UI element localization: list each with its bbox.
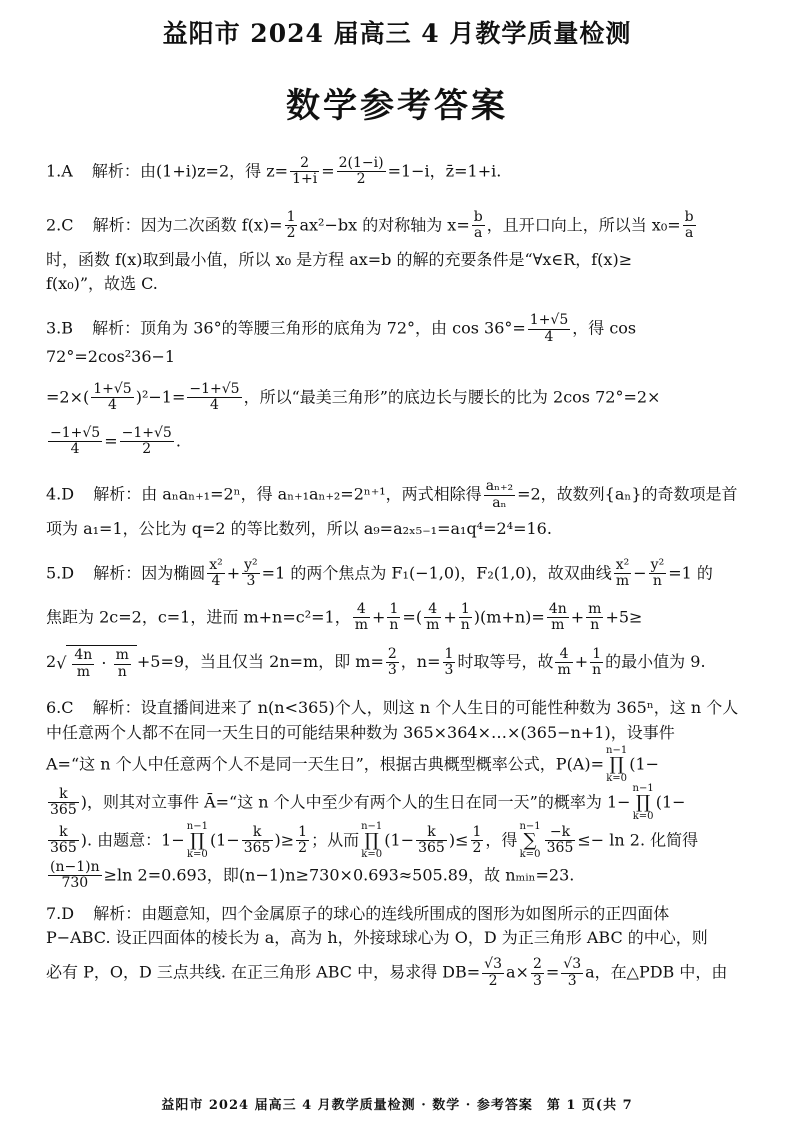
fraction-numerator: 2: [532, 956, 542, 973]
fraction: [48, 426, 102, 458]
text-run: ，得: [485, 830, 518, 850]
fraction-numerator: 4n: [74, 647, 93, 664]
text-run: ). 由题意：1−: [80, 830, 185, 850]
page-footer: 益阳市 2024 届高三 4 月教学质量检测 · 数学 · 参考答案 第 1 页(共 7: [161, 1098, 633, 1113]
fraction: [484, 479, 515, 511]
fraction: [416, 825, 447, 857]
fraction-denominator: n: [590, 617, 600, 634]
text-run: 由 aₙaₙ₊₁=2ⁿ，得 aₙ₊₁aₙ₊₂=2ⁿ⁺¹，两式相除得: [141, 484, 482, 504]
answer-number: 1.A: [46, 161, 73, 181]
fraction-numerator: b: [473, 208, 483, 225]
text-run: .: [175, 430, 181, 450]
fraction: [242, 558, 260, 590]
text-run: )²−1=: [135, 387, 186, 407]
fraction-numerator: 2(1−i): [338, 155, 384, 171]
fraction-denominator: 365: [50, 802, 77, 819]
fraction-numerator: 1: [444, 645, 454, 662]
fraction-denominator: m: [557, 662, 571, 679]
answer-number: 5.D: [46, 563, 75, 583]
fraction-numerator: 1: [298, 823, 308, 840]
analysis-label: 解析：: [93, 903, 142, 923]
text-run: (1−: [629, 754, 660, 774]
answer-line: [46, 552, 754, 596]
fraction-denominator: a: [474, 225, 483, 242]
fraction-denominator: 3: [246, 573, 256, 590]
fraction: [683, 210, 696, 242]
fraction-denominator: m: [426, 617, 440, 634]
fraction-denominator: m: [354, 617, 368, 634]
answer-line: [46, 696, 754, 721]
fraction: [472, 210, 485, 242]
fraction: [296, 825, 309, 857]
operator-lower-limit: k=0: [186, 848, 208, 860]
product-operator: [187, 822, 208, 860]
answer-line: [46, 822, 754, 860]
fraction-denominator: aₙ: [492, 494, 507, 511]
operator-lower-limit: k=0: [632, 810, 654, 822]
operator-symbol: ∏: [635, 791, 651, 813]
fraction-numerator: 1: [459, 602, 472, 618]
answer-number: 7.D: [46, 903, 75, 923]
fraction-numerator: x²: [615, 556, 630, 573]
operator-lower-limit: k=0: [606, 772, 628, 784]
text-run: )≥: [274, 830, 295, 850]
operator-upper-limit: n−1: [606, 744, 628, 756]
answer-line: [46, 746, 754, 784]
answer-item-3: [46, 307, 754, 463]
fraction: [386, 647, 399, 679]
text-run: ，得 cos 72°=2cos²36−1: [46, 318, 637, 366]
fraction-numerator: 1+√5: [93, 380, 132, 397]
answer-line: [46, 204, 754, 248]
answer-line: [46, 420, 754, 464]
fraction: [614, 558, 632, 590]
operator-lower-limit: k=0: [519, 848, 541, 860]
fraction-numerator: −k: [545, 825, 576, 841]
fraction: [471, 825, 484, 857]
product-operator: [361, 822, 382, 860]
fraction-numerator: k: [416, 825, 447, 841]
fraction-denominator: 2: [286, 225, 296, 242]
fraction-numerator: (n−1)n: [50, 858, 100, 875]
fraction-denominator: 4: [210, 397, 219, 414]
fraction: [114, 648, 131, 680]
answer-item-1: [46, 150, 754, 194]
fraction-numerator: −1+√5: [189, 380, 240, 397]
answer-line: f(x₀)”，故选 C.: [46, 274, 158, 294]
product-operator: [606, 746, 627, 784]
fraction-numerator: 4: [424, 602, 441, 618]
operator-lower-limit: k=0: [361, 848, 383, 860]
fraction-denominator: 1+i: [292, 171, 318, 188]
answer-line: 中任意两个人都不在同一天生日的可能结果种数为 365×364×…×(365−n+1)，设事件: [46, 723, 675, 743]
fraction-denominator: 3: [567, 972, 577, 989]
operator-symbol: ∏: [364, 829, 379, 851]
text-run: ，n=: [400, 652, 441, 672]
answer-line: 时，函数 f(x)取到最小值，所以 x₀ 是方程 ax=b 的解的充要条件是“∀x∈R，f(x)≥: [46, 249, 633, 269]
fraction-denominator: n: [652, 573, 662, 590]
text-run: 因为二次函数 f(x)=: [140, 215, 283, 235]
text-run: +: [570, 607, 585, 627]
text-run: a×: [506, 962, 529, 982]
fraction: [353, 602, 370, 634]
fraction: [561, 957, 583, 989]
fraction-numerator: √3: [563, 956, 582, 973]
fraction-denominator: n: [117, 663, 127, 680]
answer-item-6: [46, 696, 754, 891]
operator-symbol: ∏: [190, 829, 205, 851]
fraction-denominator: m: [76, 663, 90, 680]
fraction-numerator: 2: [387, 645, 397, 662]
text-run: )≤: [448, 830, 469, 850]
fraction: [242, 825, 273, 857]
answer-line: 项为 a₁=1，公比为 q=2 的等比数列，所以 a₉=a₂ₓ₅₋₁=a₁q⁴=2⁴=16.: [46, 519, 552, 539]
text-run: A=“这 n 个人中任意两个人不是同一天生日”，根据古典概型概率公式，P(A)=: [46, 754, 605, 774]
answer-item-2: [46, 204, 754, 297]
fraction-denominator: 365: [50, 840, 77, 857]
fraction-numerator: 4: [353, 602, 370, 618]
operator-symbol: ∏: [609, 753, 624, 775]
fraction-denominator: 2: [356, 171, 366, 188]
analysis-label: 解析：: [93, 563, 142, 583]
answer-line: [46, 376, 754, 420]
fraction: [48, 787, 79, 819]
text-run: −: [633, 563, 647, 583]
radicand: $\frac{4n}{m}$ · $\frac{m}{n}$: [66, 645, 136, 680]
fraction: [555, 647, 572, 679]
text-run: +: [226, 563, 241, 583]
fraction-denominator: 4: [544, 328, 554, 345]
fraction-numerator: m: [115, 647, 129, 664]
answer-number: 6.C: [46, 698, 74, 718]
fraction-denominator: 2: [472, 840, 482, 857]
fraction: [547, 602, 569, 634]
answer-line: [46, 596, 754, 640]
fraction-denominator: 365: [546, 840, 574, 857]
fraction-numerator: 1: [387, 602, 400, 618]
text-run: (1−: [209, 830, 240, 850]
fraction-numerator: y²: [650, 556, 665, 573]
operator-upper-limit: n−1: [186, 820, 208, 832]
operator-upper-limit: n−1: [519, 820, 541, 832]
answer-line: P−ABC. 设正四面体的棱长为 a，高为 h，外接球球心为 O，D 为正三角形 ABC 的中心，则: [46, 928, 708, 948]
fraction: [590, 647, 603, 679]
fraction-numerator: 1: [286, 208, 296, 225]
fraction: [72, 648, 94, 680]
fraction: [545, 825, 576, 857]
fraction-numerator: √3: [484, 956, 502, 973]
fraction: [285, 210, 298, 242]
answer-number: 2.C: [46, 215, 74, 235]
text-run: 由题意知，四个金属原子的球心的连线所围成的图形为如图所示的正四面体: [141, 903, 670, 923]
answer-line: [46, 639, 754, 686]
operator-symbol: ∑: [523, 829, 537, 851]
fraction: [387, 602, 400, 634]
text-run: ，所以“最美三角形”的底边长与腰长的比为 2cos 72°=2×: [243, 387, 661, 407]
fraction: [528, 313, 570, 345]
fraction: [649, 558, 667, 590]
fraction: [187, 382, 241, 414]
fraction-denominator: n: [389, 617, 399, 634]
fraction-denominator: m: [551, 617, 565, 634]
text-run: =1 的两个焦点为 F₁(−1,0)，F₂(1,0)，故双曲线: [261, 563, 612, 583]
analysis-label: 解析：: [91, 161, 140, 181]
exam-header-title: 益阳市 2024 届高三 4 月教学质量检测: [162, 19, 632, 48]
analysis-label: 解析：: [92, 215, 141, 235]
fraction-numerator: 4n: [548, 600, 567, 617]
fraction: [586, 602, 603, 634]
fraction-numerator: y²: [244, 556, 258, 573]
square-root: √ $\frac{4n}{m}$ · $\frac{m}{n}$: [56, 645, 137, 680]
answer-line: [46, 902, 754, 927]
fraction-numerator: 1: [590, 647, 603, 663]
answer-item-4: [46, 473, 754, 542]
answer-line: [46, 784, 754, 822]
text-run: 的最小值为 9.: [605, 652, 706, 672]
fraction-denominator: 4: [70, 440, 80, 457]
document-title: 数学参考答案: [286, 86, 508, 126]
fraction: [424, 602, 441, 634]
fraction: [48, 860, 102, 892]
fraction-denominator: n: [460, 617, 470, 634]
answer-number: 3.B: [46, 318, 74, 338]
text-run: 设直播间进来了 n(n<365)个人，则这 n 个人生日的可能性种数为 365ⁿ，这 n 个人: [140, 698, 739, 718]
fraction-denominator: a: [684, 225, 694, 242]
fraction-numerator: m: [588, 600, 602, 617]
product-operator: [633, 784, 654, 822]
text-run: 由(1+i)z=2，得 z=: [139, 161, 289, 181]
answer-item-7: [46, 902, 754, 995]
text-run: =1 的: [668, 563, 713, 583]
fraction-numerator: k: [48, 787, 79, 803]
fraction: [459, 602, 472, 634]
fraction-numerator: k: [242, 825, 273, 841]
fraction-denominator: 4: [108, 397, 117, 414]
fraction-numerator: x²: [209, 556, 223, 573]
fraction-denominator: 2: [488, 972, 498, 989]
fraction-denominator: n: [592, 662, 602, 679]
text-run: 时取等号，故: [457, 652, 554, 672]
answer-number: 4.D: [46, 484, 75, 504]
operator-upper-limit: n−1: [632, 782, 654, 794]
text-run: ，且开口向上，所以当 x₀=: [486, 215, 681, 235]
operator-upper-limit: n−1: [361, 820, 383, 832]
text-run: +: [574, 652, 589, 672]
text-run: +5≥: [605, 607, 643, 627]
text-run: +: [443, 607, 457, 627]
fraction-denominator: 3: [444, 662, 454, 679]
text-run: )(m+n)=: [473, 607, 545, 627]
fraction-denominator: 2: [298, 840, 308, 857]
text-run: 必有 P，O，D 三点共线. 在正三角形 ABC 中，易求得 DB=: [46, 962, 481, 982]
text-run: (1−: [655, 792, 686, 812]
fraction-numerator: 1+√5: [529, 312, 569, 329]
fraction: [290, 156, 319, 188]
fraction-denominator: 365: [418, 840, 445, 857]
answer-item-5: [46, 552, 754, 686]
fraction: [443, 647, 456, 679]
fraction: [337, 156, 386, 188]
fraction-numerator: −1+√5: [121, 424, 172, 441]
fraction-numerator: aₙ₊₂: [485, 478, 514, 495]
analysis-label: 解析：: [93, 484, 142, 504]
fraction: [48, 825, 79, 857]
text-run: )，则其对立事件 Ā=“这 n 个人中至少有两个人的生日在同一天”的概率为 1−: [80, 792, 631, 812]
answer-line: [46, 150, 754, 194]
text-run: 2: [46, 652, 57, 672]
text-run: 顶角为 36°的等腰三角形的底角为 72°，由 cos 36°=: [140, 318, 526, 338]
fraction: [207, 558, 225, 590]
fraction-numerator: 1: [472, 823, 482, 840]
text-run: a，在△PDB 中，由: [585, 962, 728, 982]
text-run: 焦距为 2c=2，c=1，进而 m+n=c²=1，: [46, 607, 351, 627]
fraction-numerator: 4: [555, 647, 572, 663]
fraction-denominator: 3: [387, 662, 397, 679]
fraction-denominator: 3: [532, 972, 542, 989]
fraction-denominator: 730: [61, 875, 89, 892]
fraction-numerator: b: [684, 208, 694, 225]
text-run: 因为椭圆: [141, 563, 206, 583]
fraction-denominator: 2: [142, 440, 152, 457]
text-run: =2，故数列{aₙ}的奇数项是首: [517, 484, 738, 504]
text-run: =2×(: [46, 387, 90, 407]
text-run: +5=9，当且仅当 2n=m，即 m=: [136, 652, 384, 672]
text-run: =: [545, 962, 560, 982]
text-run: =(: [402, 607, 423, 627]
text-run: =: [104, 430, 118, 450]
sum-operator: [519, 822, 540, 860]
text-run: ≤− ln 2. 化简得: [577, 830, 699, 850]
fraction: [91, 382, 133, 414]
text-run: ≥ln 2=0.693，即(n−1)n≥730×0.693≈505.89，故 nₘᵢₙ=23.: [103, 865, 575, 885]
fraction-denominator: 365: [243, 840, 271, 857]
fraction-denominator: m: [615, 573, 630, 590]
text-run: +: [371, 607, 386, 627]
answer-line: [46, 307, 754, 376]
fraction: [531, 957, 544, 989]
text-run: ；从而: [311, 830, 360, 850]
fraction: [120, 426, 174, 458]
analysis-label: 解析：: [92, 698, 141, 718]
fraction-numerator: k: [48, 825, 79, 841]
fraction-numerator: −1+√5: [50, 424, 101, 441]
fraction-denominator: 4: [211, 573, 221, 590]
text-run: =1−i，z̄=1+i.: [387, 161, 502, 181]
text-run: ax²−bx 的对称轴为 x=: [299, 215, 470, 235]
analysis-label: 解析：: [92, 318, 141, 338]
answer-content: [46, 150, 754, 1005]
text-run: (1−: [384, 830, 415, 850]
answer-line: [46, 951, 754, 995]
fraction: [482, 957, 504, 989]
answer-line: [46, 860, 754, 892]
fraction-numerator: 2: [290, 156, 319, 172]
text-run: =: [321, 161, 335, 181]
answer-line: [46, 473, 754, 517]
